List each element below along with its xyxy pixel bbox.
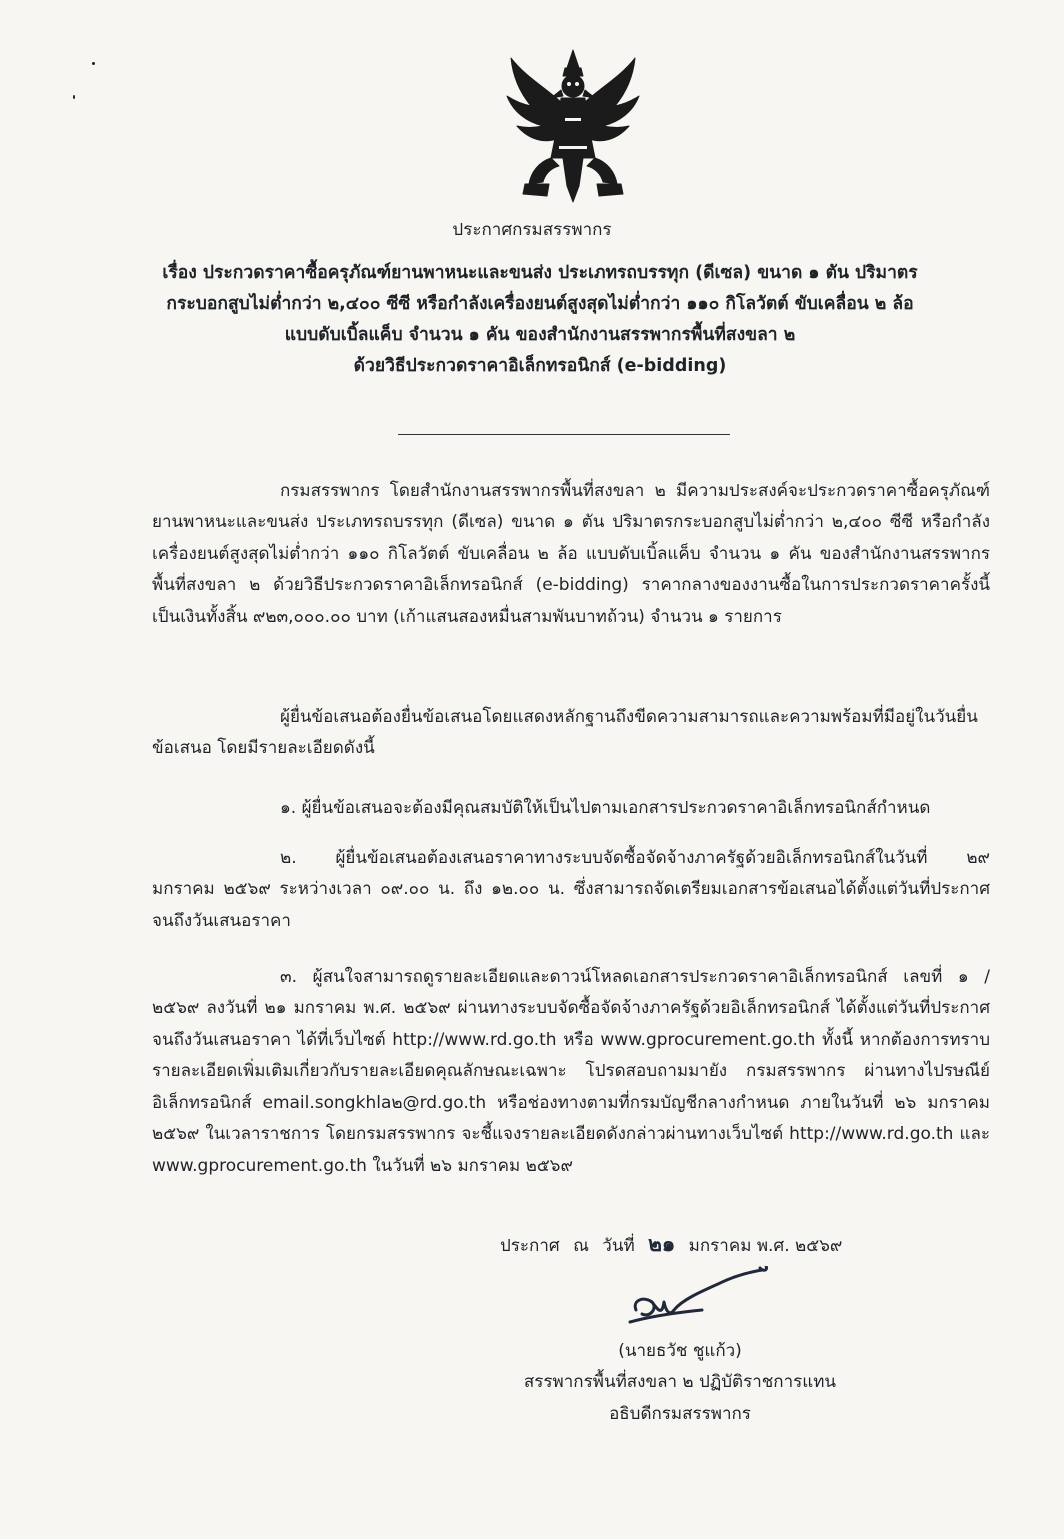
announcement-date	[500, 1228, 850, 1261]
signer-title: สรรพากรพื้นที่สงขลา ๒ ปฏิบัติราชการแทน	[523, 1372, 837, 1393]
list-item-text: ๒. ผู้ยื่นข้อเสนอต้องเสนอราคาทางระบบจัดซื้อจัดจ้างภาครัฐด้วยอิเล็กทรอนิกส์ในวันที่ ๒๙ มกราคม ๒๕๖๙ ระหว่างเวลา ๐๙.๐๐ น. ถึง ๑๒.๐๐ น. ซึ่งสามารถจัดเตรียมเอกสารข้อเสนอได้ตั้งแต่วันที่ประกาศจนถึงวันเสนอราคา	[152, 848, 990, 931]
subject-line: กระบอกสูบไม่ต่ำกว่า ๒,๔๐๐ ซีซี หรือกำลังเครื่องยนต์สูงสุดไม่ต่ำกว่า ๑๑๐ กิโลวัตต์ ขับเคลื่อน ๒ ล้อ	[166, 294, 914, 315]
requirements-paragraph	[152, 702, 990, 765]
subject-line: ด้วยวิธีประกวดราคาอิเล็กทรอนิกส์ (e-bidding)	[353, 356, 727, 377]
month-year: มกราคม พ.ศ. ๒๕๖๙	[688, 1236, 843, 1256]
signer-office: อธิบดีกรมสรรพากร	[609, 1403, 751, 1424]
signature-icon	[622, 1266, 782, 1334]
list-item	[152, 843, 990, 937]
signer-name: (นายธวัช ชูแก้ว)	[618, 1341, 742, 1361]
handwritten-day: ๒๑	[648, 1231, 676, 1256]
list-item	[152, 962, 990, 1182]
heading-divider	[398, 434, 730, 435]
list-item-text: ๓. ผู้สนใจสามารถดูรายละเอียดและดาวน์โหลดเอกสารประกวดราคาอิเล็กทรอนิกส์ เลขที่ ๑ /๒๕๖๙ ลงวันที่ ๒๑ มกราคม พ.ศ. ๒๕๖๙ ผ่านทางระบบจัดซื้อจัดจ้างภาครัฐด้วยอิเล็กทรอนิกส์ ได้ตั้งแต่วันที่ประกาศจนถึงวันเสนอราคา ได้ที่เว็บไซต์ http://www.rd.go.th หรือ www.gprocurement.go.th ทั้งนี้ หากต้องการทราบรายละเอียดเพิ่มเติมเกี่ยวกับรายละเอียดคุณลักษณะเฉพาะ โปรดสอบถามมายัง กรมสรรพากร ผ่านทางไปรษณีย์อิเล็กทรอนิกส์ email.songkhla๒@rd.go.th หรือช่องทางตามที่กรมบัญชีกลางกำหนด ภายในวันที่ ๒๖ มกราคม ๒๕๖๙ ในเวลาราชการ โดยกรมสรรพากร จะชี้แจงรายละเอียดดังกล่าวผ่านทางเว็บไซต์ http://www.rd.go.th และ www.gprocurement.go.th ในวันที่ ๒๖ มกราคม ๒๕๖๙	[152, 967, 990, 1176]
paragraph-text: ผู้ยื่นข้อเสนอต้องยื่นข้อเสนอโดยแสดงหลักฐานถึงขีดความสามารถและความพร้อมที่มีอยู่ในวันยื่นข้อเสนอ โดยมีรายละเอียดดังนี้	[152, 707, 978, 759]
announced-label: ประกาศ	[500, 1236, 560, 1256]
subject-line: เรื่อง ประกวดราคาซื้อครุภัณฑ์ยานพาหนะและขนส่ง ประเภทรถบรรทุก (ดีเซล) ขนาด ๑ ตัน ปริมาตร	[162, 263, 918, 283]
signer-block	[470, 1336, 890, 1430]
issuer-title: ประกาศกรมสรรพากร	[452, 220, 612, 240]
list-item-text: ๑. ผู้ยื่นข้อเสนอจะต้องมีคุณสมบัติให้เป็นไปตามเอกสารประกวดราคาอิเล็กทรอนิกส์กำหนด	[280, 798, 931, 818]
list-item	[152, 793, 990, 824]
paragraph-text: กรมสรรพากร โดยสำนักงานสรรพากรพื้นที่สงขลา ๒ มีความประสงค์จะประกวดราคาซื้อครุภัณฑ์ยานพาหนะและขนส่ง ประเภทรถบรรทุก (ดีเซล) ขนาด ๑ ตัน ปริมาตรกระบอกสูบไม่ต่ำกว่า ๒,๔๐๐ ซีซี หรือกำลังเครื่องยนต์สูงสุดไม่ต่ำกว่า ๑๑๐ กิโลวัตต์ ขับเคลื่อน ๒ ล้อ แบบดับเบิ้ลแค็บ จำนวน ๑ คัน ของสำนักงานสรรพากรพื้นที่สงขลา ๒ ด้วยวิธีประกวดราคาอิเล็กทรอนิกส์ (e-bidding) ราคากลางของงานซื้อในการประกวดราคาครั้งนี้ เป็นเงินทั้งสิ้น ๙๒๓,๐๐๐.๐๐ บาท (เก้าแสนสองหมื่นสามพันบาทถ้วน) จำนวน ๑ รายการ	[152, 481, 990, 627]
subject-line: แบบดับเบิ้ลแค็บ จำนวน ๑ คัน ของสำนักงานสรรพากรพื้นที่สงขลา ๒	[284, 325, 796, 346]
subject-heading	[130, 258, 950, 383]
intro-paragraph	[152, 476, 990, 633]
scan-speck	[92, 62, 95, 65]
day-label: วันที่	[602, 1236, 635, 1256]
scan-speck	[73, 95, 75, 99]
garuda-emblem-icon	[503, 46, 643, 206]
at-label: ณ	[573, 1236, 589, 1256]
